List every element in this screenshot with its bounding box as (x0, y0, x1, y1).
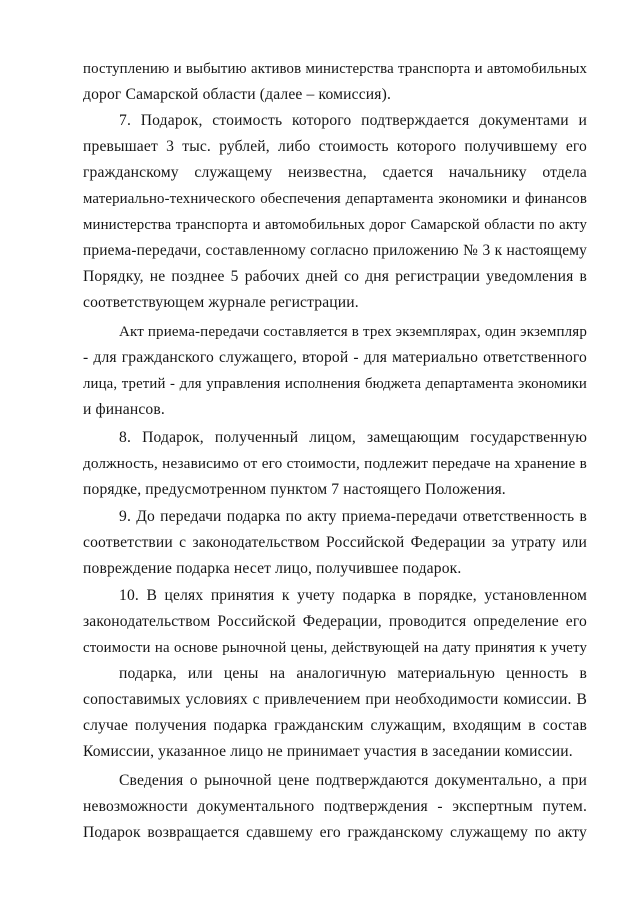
text-line: 10. В целях принятия к учету подарка в порядке, установленном (119, 587, 587, 604)
text-line: сопоставимых условиях с привлечением при необходимости комиссии. В (83, 691, 587, 708)
text-line: 7. Подарок, стоимость которого подтверждается документами и (119, 112, 587, 129)
text-line: должность, независимо от его стоимости, подлежит передаче на хранение в (83, 455, 587, 472)
text-line: материально-технического обеспечения департамента экономики и финансов (83, 191, 587, 207)
text-line: приема-передачи, составленному согласно приложению № 3 к настоящему (83, 242, 587, 259)
text-line: соответствующем журнале регистрации. (83, 294, 359, 311)
text-line: гражданскому служащему неизвестна, сдается начальнику отдела (83, 164, 587, 181)
text-line: Комиссии, указанное лицо не принимает участия в заседании комиссии. (83, 743, 573, 760)
text-line: порядке, предусмотренном пунктом 7 настоящего Положения. (83, 481, 506, 498)
text-line: лица, третий - для управления исполнения бюджета департамента экономики (83, 376, 587, 392)
text-line: Сведения о рыночной цене подтверждаются документально, а при (119, 772, 587, 789)
text-line: повреждение подарка несет лицо, получившее подарок. (83, 560, 462, 577)
text-line: стоимости на основе рыночной цены, действующей на дату принятия к учету (83, 640, 587, 656)
text-line: поступлению и выбытию активов министерства транспорта и автомобильных (83, 61, 587, 77)
text-line: подарка, или цены на аналогичную материальную ценность в (119, 665, 587, 682)
text-line: и финансов. (83, 401, 165, 418)
text-line: дорог Самарской области (далее – комиссия). (83, 86, 391, 103)
text-line: - для гражданского служащего, второй - для материально ответственного (83, 349, 587, 366)
text-line: случае получения подарка гражданским служащим, входящим в состав (83, 717, 587, 734)
text-line: Акт приема-передачи составляется в трех экземплярах, один экземпляр (119, 324, 587, 340)
text-line: Подарок возвращается сдавшему его гражданскому служащему по акту (83, 824, 587, 841)
text-line: соответствии с законодательством Российской Федерации за утрату или (83, 534, 587, 551)
text-line: министерства транспорта и автомобильных дорог Самарской области по акту (83, 217, 587, 233)
text-line: превышает 3 тыс. рублей, либо стоимость которого получившему его (83, 138, 587, 155)
text-line: невозможности документального подтверждения - экспертным путем. (83, 798, 587, 815)
text-line: законодательством Российской Федерации, проводится определение его (83, 613, 587, 630)
text-line: 8. Подарок, полученный лицом, замещающим государственную (119, 429, 587, 446)
text-line: Порядку, не позднее 5 рабочих дней со дня регистрации уведомления в (83, 268, 587, 285)
text-line: 9. До передачи подарка по акту приема-передачи ответственность в (119, 508, 587, 525)
